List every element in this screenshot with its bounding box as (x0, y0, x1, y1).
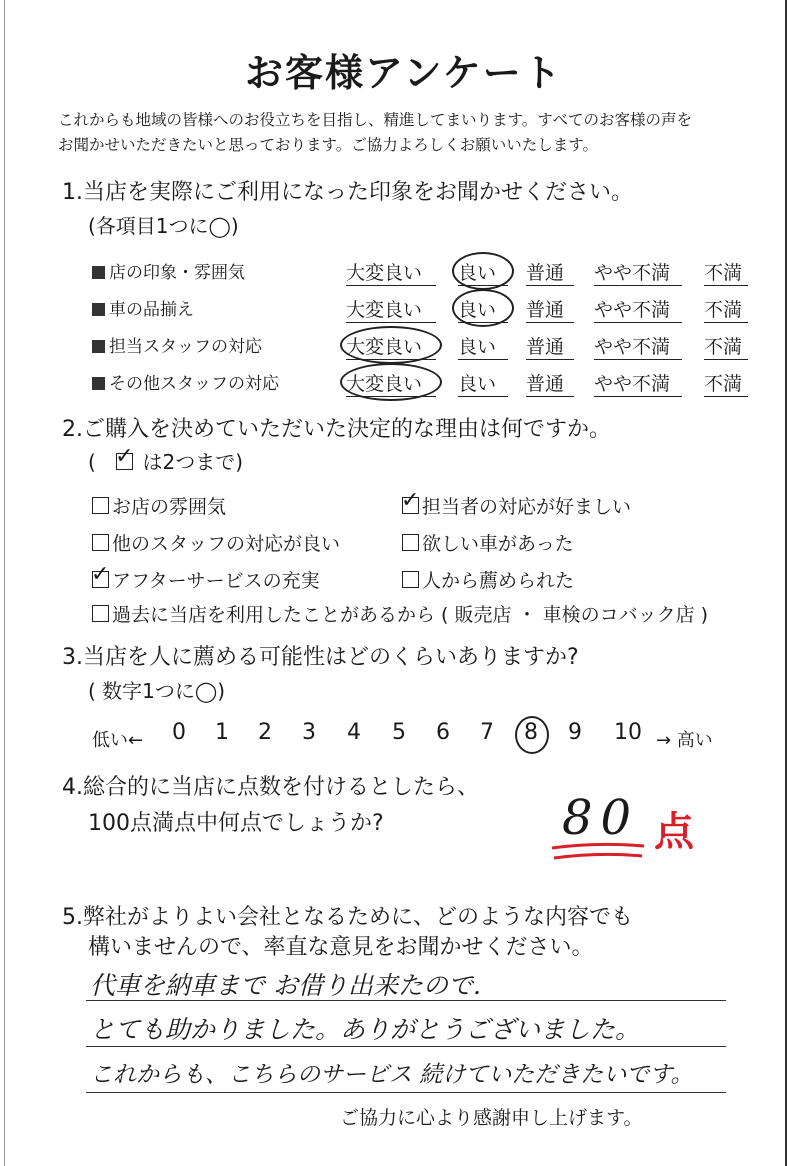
q1-row-label (92, 369, 279, 394)
q4-question-line-1: 4.総合的に当店に点数を付けるとしたら、 (62, 775, 479, 800)
q2-choice-label: 欲しい車があった (422, 533, 574, 555)
q3-question: 3.当店を人に薦める可能性はどのくらいありますか? (62, 645, 579, 670)
scale-number[interactable]: 1 (215, 720, 229, 745)
q1-answer-circle (340, 363, 442, 401)
scale-low-label: 低い← (92, 730, 144, 751)
q1-option-underline (526, 396, 574, 397)
q1-option[interactable]: 不満 (704, 336, 743, 358)
page-title: お客様アンケート (245, 51, 563, 95)
q2-choice[interactable] (402, 529, 574, 556)
q1-option-underline (526, 322, 574, 323)
square-bullet-icon (92, 377, 105, 390)
answer-rule-3 (86, 1092, 726, 1093)
q1-row-label-text: その他スタッフの対応 (109, 374, 279, 394)
q4-question-line-2: 100点満点中何点でしょうか? (88, 811, 384, 836)
q1-option-underline (704, 285, 748, 286)
q1-option-underline (704, 396, 748, 397)
q1-option-underline (346, 285, 436, 286)
q1-option[interactable]: 普通 (526, 299, 565, 321)
q1-option-underline (526, 285, 574, 286)
checkbox[interactable] (402, 571, 419, 588)
q1-option[interactable]: やや不満 (594, 373, 671, 395)
q1-option[interactable]: 普通 (526, 262, 565, 284)
q2-choice-label: 他のスタッフの対応が良い (112, 533, 341, 555)
q5-question-line-1: 5.弊社がよりよい会社となるために、どのような内容でも (62, 905, 633, 930)
q1-row-label (92, 295, 194, 320)
scale-number[interactable]: 5 (392, 720, 406, 745)
q5-answer-line-3: これからも、こちらのサービス 続けていただきたいです。 (90, 1062, 694, 1088)
q1-question: 1.当店を実際にご利用になった印象をお聞かせください。 (62, 180, 633, 205)
q1-answer-circle (340, 326, 442, 364)
q2-instruction-text: は2つまで) (142, 450, 244, 474)
q1-option[interactable]: 良い (458, 336, 497, 358)
q1-option-underline (458, 396, 508, 397)
q1-option-underline (594, 322, 682, 323)
q1-option[interactable]: 普通 (526, 336, 565, 358)
q2-choice[interactable] (401, 488, 632, 519)
checkbox[interactable] (92, 605, 109, 622)
q2-choice[interactable] (92, 529, 340, 556)
q3-instruction: ( 数字1つに◯) (88, 679, 226, 703)
q1-row-label (92, 258, 245, 283)
q1-option-underline (704, 322, 748, 323)
q1-option[interactable]: 不満 (704, 373, 743, 395)
score-underline (548, 840, 648, 864)
q1-option[interactable]: やや不満 (594, 299, 671, 321)
q1-option-underline (704, 359, 748, 360)
q1-option[interactable]: 大変良い (346, 299, 423, 321)
q1-row-label-text: 担当スタッフの対応 (109, 337, 262, 357)
q1-option[interactable]: やや不満 (594, 262, 671, 284)
q2-choice[interactable] (92, 600, 708, 627)
q2-choice[interactable] (91, 562, 320, 593)
scale-answer-circle (515, 716, 549, 754)
checkbox[interactable] (401, 488, 420, 514)
square-bullet-icon (92, 266, 105, 279)
scale-number[interactable]: 9 (568, 720, 582, 745)
q2-choice[interactable] (92, 492, 226, 519)
scale-number[interactable]: 2 (258, 720, 272, 745)
scale-number[interactable]: 6 (436, 720, 450, 745)
answer-rule-2 (86, 1046, 726, 1047)
q1-option[interactable]: 大変良い (346, 262, 423, 284)
q2-choice-label: お店の雰囲気 (112, 496, 227, 518)
q1-option-underline (526, 359, 574, 360)
scale-number[interactable]: 3 (302, 720, 316, 745)
q1-option-underline (458, 359, 508, 360)
q4-score-unit: 点 (654, 809, 694, 855)
scale-number[interactable]: 0 (172, 720, 186, 745)
q1-row-label-text: 車の品揃え (109, 300, 194, 320)
scale-high-label: → 高い (656, 730, 713, 751)
q1-option-underline (346, 322, 436, 323)
q1-option-underline (594, 285, 682, 286)
q1-option[interactable]: 良い (458, 299, 497, 321)
scale-number[interactable]: 8 (524, 720, 538, 745)
q1-row-label (92, 332, 262, 357)
q2-question: 2.ご購入を決めていただいた決定的な理由は何ですか。 (62, 417, 611, 442)
q5-answer-line-1: 代車を納車まで お借り出来たので. (90, 971, 481, 1000)
square-bullet-icon (92, 303, 105, 316)
q2-choice-label: 担当者の対応が好ましい (422, 496, 632, 518)
q1-option[interactable]: 大変良い (346, 373, 423, 395)
q2-choice-label: アフターサービスの充実 (112, 570, 320, 592)
intro-line-2: お聞かせいただきたいと思っております。ご協力よろしくお願いいたします。 (58, 136, 599, 154)
footer-thanks: ご協力に心より感謝申し上げます。 (340, 1107, 643, 1129)
q4-score: 80 (562, 790, 640, 846)
q1-row-label-text: 店の印象・雰囲気 (109, 263, 245, 283)
answer-rule-1 (86, 1000, 726, 1001)
q5-question-line-2: 構いませんので、率直な意見をお聞かせください。 (88, 935, 594, 960)
q1-option-underline (594, 359, 682, 360)
q1-option[interactable]: 良い (458, 262, 497, 284)
q2-instruction (88, 446, 243, 475)
q2-choice[interactable] (402, 566, 574, 593)
q5-answer-line-2: とても助かりました。ありがとうございました。 (90, 1015, 641, 1044)
q1-option[interactable]: 不満 (704, 299, 743, 321)
q2-choice-label: 過去に当店を利用したことがあるから ( 販売店 ・ 車検のコバック店 ) (112, 604, 709, 626)
q1-option[interactable]: 不満 (704, 262, 743, 284)
q1-option[interactable]: 普通 (526, 373, 565, 395)
checkbox-icon: ✓ (115, 444, 134, 469)
q2-instruction-open: ( (88, 450, 96, 474)
scale-number[interactable]: 7 (480, 720, 494, 745)
q1-option-underline (594, 396, 682, 397)
q1-answer-circle (452, 252, 514, 290)
scale-number[interactable]: 10 (614, 720, 642, 745)
intro-line-1: これからも地域の皆様へのお役立ちを目指し、精進してまいります。すべてのお客様の声を (58, 111, 692, 129)
checkmark-icon: ✓ (401, 488, 420, 513)
q1-option[interactable]: やや不満 (594, 336, 671, 358)
q1-option[interactable]: 大変良い (346, 336, 423, 358)
q2-choice-label: 人から薦められた (422, 570, 575, 592)
q1-instruction: (各項目1つに◯) (88, 214, 239, 238)
checkbox[interactable] (92, 534, 109, 551)
checkmark-icon: ✓ (91, 562, 110, 587)
checkbox[interactable] (402, 534, 419, 551)
q1-answer-circle (452, 289, 514, 327)
q1-option[interactable]: 良い (458, 373, 497, 395)
square-bullet-icon (92, 340, 105, 353)
checkbox[interactable] (92, 497, 109, 514)
scale-number[interactable]: 4 (347, 720, 361, 745)
checkbox[interactable] (91, 562, 110, 588)
